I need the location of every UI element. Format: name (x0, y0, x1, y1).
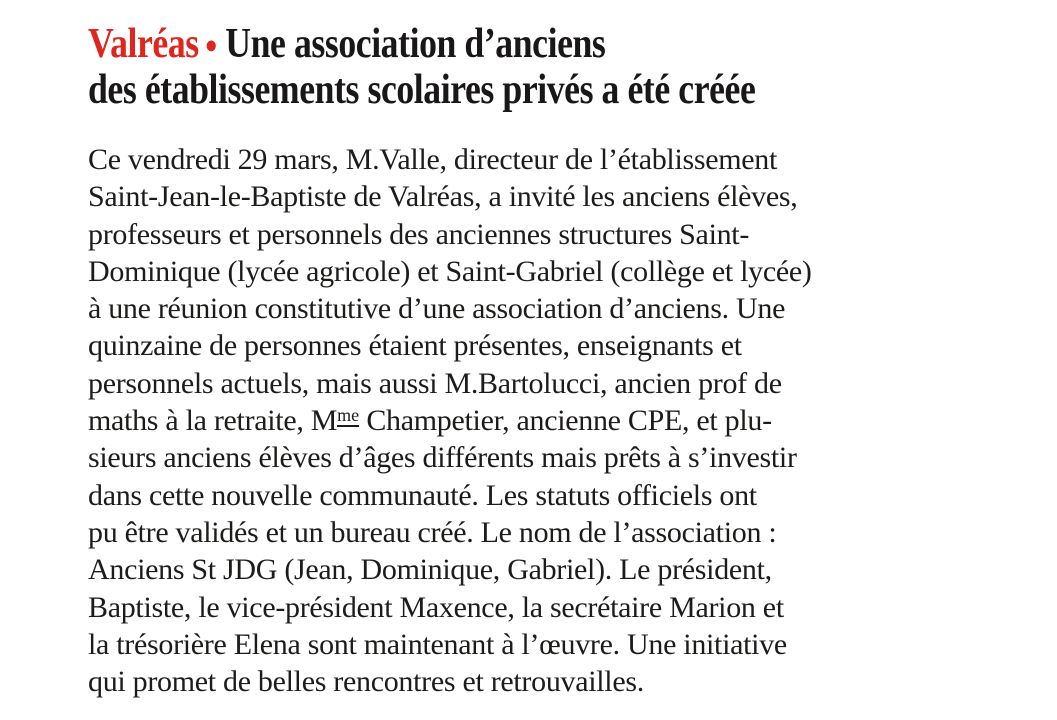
body-line: quinzaine de personnes étaient présentes, enseignants et (88, 329, 742, 363)
body-line: Anciens St JDG (Jean, Dominique, Gabriel). Le président, (88, 553, 772, 587)
body-line: Saint-Jean-le-Baptiste de Valréas, a invité les anciens élèves, (88, 180, 798, 214)
body-line: qui promet de belles rencontres et retrouvailles. (88, 665, 644, 699)
body-line: dans cette nouvelle communauté. Les statuts officiels ont (88, 478, 757, 512)
body-line: la trésorière Elena sont maintenant à l’œuvre. Une initiative (88, 627, 787, 661)
article-headline (88, 22, 873, 112)
body-line: Baptiste, le vice-président Maxence, la secrétaire Marion et (88, 590, 784, 624)
red-bullet-separator-icon: ● (204, 32, 218, 60)
article-body-paragraph (88, 141, 923, 700)
body-line: personnels actuels, mais aussi M.Bartolucci, ancien prof de (88, 366, 782, 400)
body-line: professeurs et personnels des anciennes structures Saint- (88, 217, 750, 251)
headline-line-1 (88, 22, 755, 68)
body-line: Dominique (lycée agricole) et Saint-Gabriel (collège et lycée) (88, 254, 812, 288)
body-line: sieurs anciens élèves d’âges différents mais prêts à s’investir (88, 441, 797, 475)
body-line: à une réunion constitutive d’une association d’anciens. Une (88, 292, 786, 326)
headline-line-2 (88, 68, 755, 112)
body-line: Ce vendredi 29 mars, M.Valle, directeur de l’établissement (88, 143, 778, 176)
body-line: pu être validés et un bureau créé. Le nom de l’association : (88, 515, 777, 549)
body-text-segment: Champetier, ancienne CPE, et plu- (359, 404, 772, 438)
headline-text-line-2: des établissements scolaires privés a été créée (88, 67, 756, 114)
superscript-madame-abbreviation: me (337, 405, 360, 426)
kicker-location-label: Valréas (88, 21, 199, 67)
body-line-with-superscript (88, 402, 923, 439)
body-text-segment: maths à la retraite, M (88, 404, 338, 438)
headline-text-line-1: Une association d’anciens (225, 21, 606, 67)
